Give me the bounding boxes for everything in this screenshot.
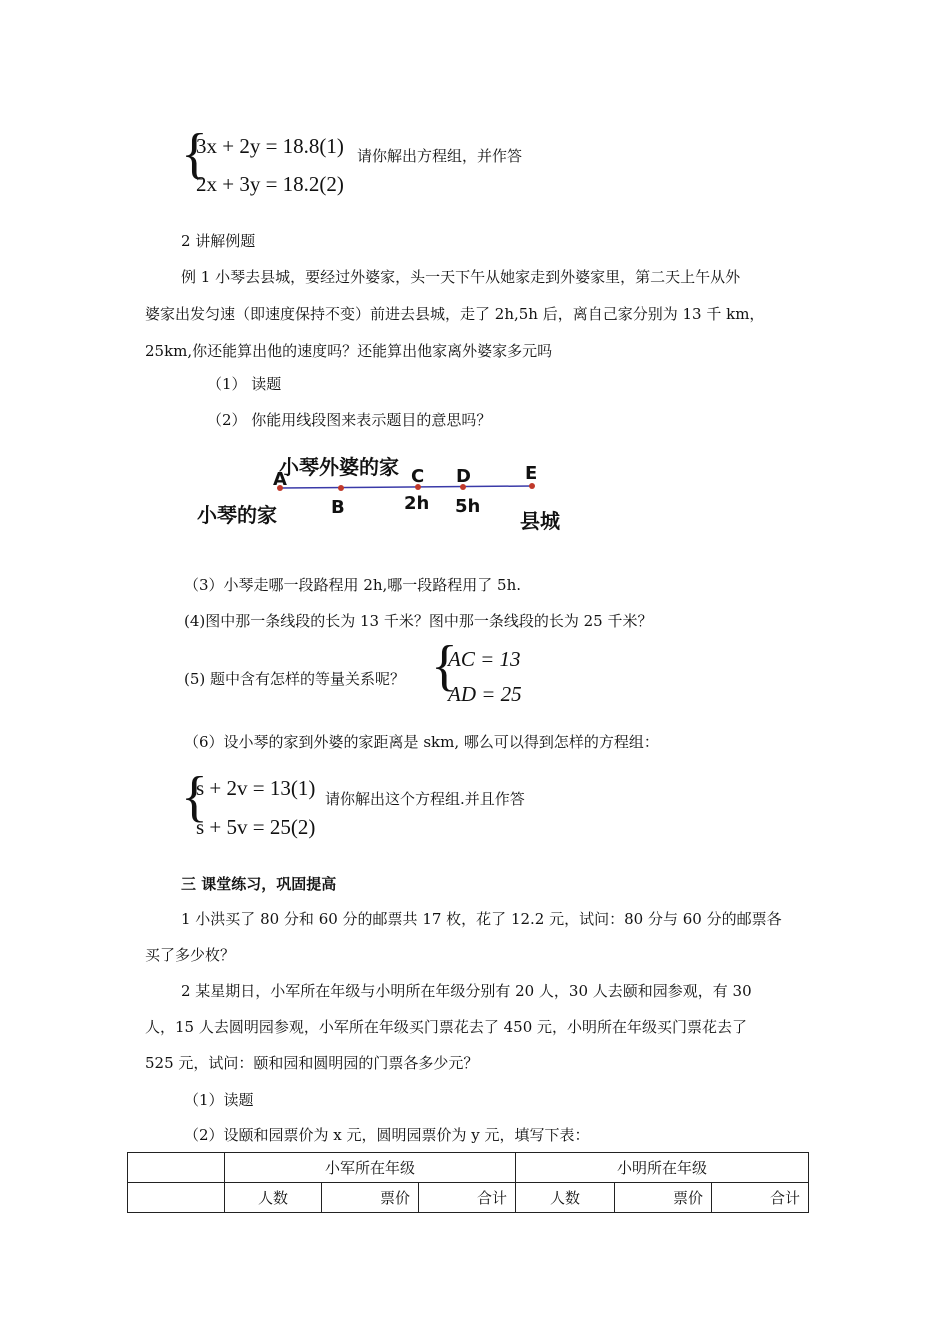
table-header-group2: 小明所在年级	[516, 1153, 809, 1183]
system1-prompt: 请你解出方程组，并作答	[357, 147, 523, 165]
table-subheader: 人数	[516, 1183, 615, 1213]
label-point-b: B	[331, 497, 345, 518]
label-time-2h: 2h	[404, 493, 430, 514]
question-6: （6）设小琴的家到外婆的家距离是 skm, 哪么可以得到怎样的方程组：	[184, 733, 659, 751]
system-brace: {	[181, 123, 208, 185]
label-point-e: E	[525, 463, 538, 484]
example1-line2: 婆家出发匀速（即速度保持不变）前进去县城，走了 2h,5h 后，离自己家分别为 13 千 km，	[145, 305, 765, 323]
table-cell-empty	[128, 1153, 225, 1183]
question-3: （3）小琴走哪一段路程用 2h,哪一段路程用了 5h.	[184, 576, 522, 594]
system2-eq1: s + 2v = 13(1)	[196, 776, 316, 800]
label-grandma-home: 小琴外婆的家	[279, 455, 399, 479]
label-home: 小琴的家	[197, 503, 277, 527]
table-subheader: 人数	[225, 1183, 322, 1213]
q5-eq2: AD = 25	[448, 682, 522, 706]
exercise1-line2: 买了多少枚？	[145, 946, 236, 964]
section2-title: 2 讲解例题	[181, 232, 256, 250]
system-brace: {	[431, 635, 458, 697]
label-point-d: D	[456, 466, 471, 487]
label-county: 县城	[520, 509, 560, 533]
table-cell-empty	[128, 1183, 225, 1213]
exercise2-question-2: （2）设颐和园票价为 x 元，圆明园票价为 y 元，填写下表：	[184, 1126, 590, 1144]
exercise2-line2: 人，15 人去圆明园参观，小军所在年级买门票花去了 450 元，小明所在年级买门票花去了	[145, 1018, 748, 1036]
table-subheader: 合计	[419, 1183, 516, 1213]
system1-eq2: 2x + 3y = 18.2(2)	[196, 172, 344, 196]
table-subheader: 票价	[322, 1183, 419, 1213]
exercise2-question-1: （1）读题	[184, 1091, 254, 1109]
system2-eq2: s + 5v = 25(2)	[196, 815, 316, 839]
question-2: （2） 你能用线段图来表示题目的意思吗？	[207, 411, 492, 429]
table-subheader: 合计	[712, 1183, 809, 1213]
exercise2-line1: 2 某星期日，小军所在年级与小明所在年级分别有 20 人，30 人去颐和园参观，有 30	[181, 982, 752, 1000]
system2-prompt: 请你解出这个方程组.并且作答	[325, 790, 525, 808]
system-brace: {	[181, 766, 208, 828]
system1-eq1: 3x + 2y = 18.8(1)	[196, 134, 344, 158]
table-header-group1: 小军所在年级	[225, 1153, 516, 1183]
label-point-a: A	[273, 469, 287, 490]
exercise2-line3: 525 元，试问：颐和园和圆明园的门票各多少元？	[145, 1054, 479, 1072]
section3-title: 三 课堂练习，巩固提高	[181, 875, 337, 893]
question-4: (4)图中那一条线段的长为 13 千米？图中那一条线段的长为 25 千米？	[184, 612, 653, 630]
q5-eq1: AC = 13	[448, 647, 521, 671]
label-point-c: C	[411, 466, 425, 487]
table-row	[128, 1153, 809, 1183]
example1-line3: 25km,你还能算出他的速度吗？还能算出他家离外婆家多元吗	[145, 342, 553, 360]
table-row	[128, 1183, 809, 1213]
example1-line1: 例 1 小琴去县城，要经过外婆家，头一天下午从她家走到外婆家里，第二天上午从外	[181, 268, 741, 286]
question-1: （1） 读题	[207, 375, 282, 393]
label-time-5h: 5h	[455, 496, 481, 517]
exercise1-line1: 1 小洪买了 80 分和 60 分的邮票共 17 枚，花了 12.2 元，试问：80 分与 60 分的邮票各	[181, 910, 782, 928]
segment-line	[280, 486, 532, 488]
table-subheader: 票价	[615, 1183, 712, 1213]
ticket-table	[127, 1152, 809, 1213]
point-b-dot	[338, 485, 344, 491]
question-5: (5) 题中含有怎样的等量关系呢？	[184, 670, 406, 688]
